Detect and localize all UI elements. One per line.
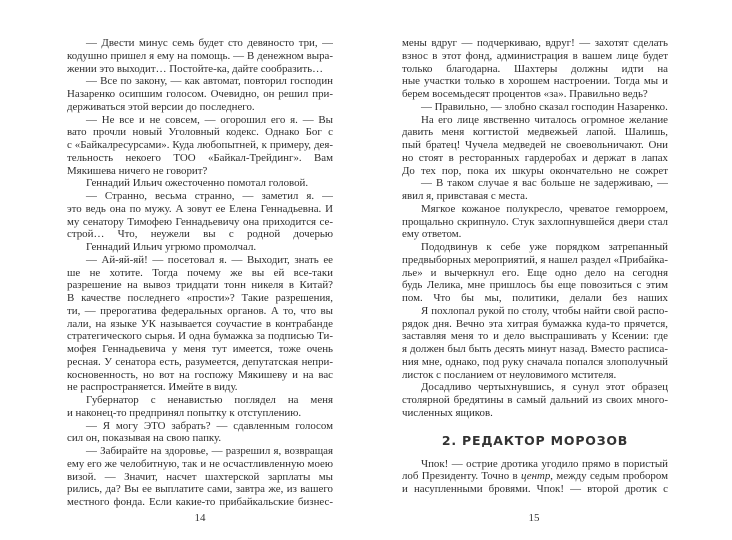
text-line: будь Лелика, мне пришлось бы еще повозиться с этим: [402, 279, 668, 292]
text-line: листок с посланием от неуловимого мстителя.: [402, 368, 617, 381]
text-line: — Ай-яй-яй! — посетовал я. — Выходит, знать ее: [86, 253, 333, 266]
text-line: прощально скрипнуло. Стук захлопнувшейся двери стал: [402, 215, 668, 228]
text-line: визой. — Значит, насчет шахтерской зарплаты мы: [67, 470, 333, 483]
text-line: только благодарна. Шахтеры должны идти на: [402, 62, 668, 75]
text-line: мены вдруг — подчеркиваю, вдруг! — захотят сделать: [402, 37, 668, 49]
text-line: косновенность, но вот на госпожу Мякишеву и на вас: [67, 368, 333, 381]
text-segment: лоб Президенту. Точно в: [402, 470, 522, 483]
text-line: пый братец! Чучела медведей не своевольничают. Они: [402, 139, 668, 151]
text-line: численных ящиков.: [402, 406, 493, 419]
text-line: ные участки только в хорошем настроении. Тогда мы и: [402, 75, 668, 88]
paragraph: [67, 75, 333, 113]
text-line: заставляя меня то и дело выспрашивать у Ксении: где: [402, 330, 668, 343]
text-line: [402, 470, 668, 483]
paragraph: [67, 37, 333, 75]
text-line: — Не все и не совсем, — огорошил его я. — Вы: [86, 113, 333, 126]
paragraph: [402, 305, 668, 382]
paragraph: [67, 254, 333, 394]
right-page-text: [402, 37, 668, 496]
left-page-text: [67, 37, 333, 509]
text-line: ше не хотите. Тогда почему же вы ей все-таки: [67, 266, 333, 279]
text-line: Чпок! — острие дротика угодило прямо в пористый: [421, 457, 668, 470]
paragraph: [402, 114, 668, 178]
text-line: явил я, привставая с места.: [402, 190, 528, 202]
text-line: мофея Геннадьевича у меня тут имеется, тоже очень: [67, 343, 333, 355]
text-line: сил он, показывая на свою папку.: [67, 432, 222, 445]
text-segment: , между седым пробором: [550, 470, 668, 483]
paragraph: [67, 241, 333, 254]
paragraph: [402, 458, 668, 496]
text-line: я должен был быть десять минут назад. Вместо расписа-: [402, 343, 668, 355]
text-line: рядок дня. Вечно эта хитрая бумажка куда-то прячется,: [402, 317, 668, 330]
text-line: му сенатору Тимофею Геннадьевичу она приходится се-: [67, 215, 333, 228]
text-line: — Двести минус семь будет сто девяносто три, —: [86, 37, 333, 49]
text-line: тельность некоего ТОО «Байкал-Трейдинг». Вам: [67, 151, 333, 164]
italic-text: центр: [521, 470, 551, 483]
text-line: вато прочли новый Уголовный кодекс. Однако Бог с: [67, 126, 333, 139]
paragraph: [402, 101, 668, 114]
text-line: — Правильно, — злобно сказал господин Назаренко.: [421, 100, 668, 113]
text-line: берем восемьдесят процентов «за». Правильно ведь?: [402, 88, 648, 100]
text-line: взнос в этот фонд, администрация в вашем лице будет: [402, 49, 668, 62]
paragraph: [67, 177, 333, 190]
text-line: разрешение на вывоз тридцати тонн никеля в Китай?: [67, 279, 333, 292]
paragraph: [67, 394, 333, 420]
text-line: Губернатор с ненавистью поглядел на меня: [86, 394, 333, 406]
paragraph: [67, 420, 333, 446]
paragraph: [402, 381, 668, 419]
text-line: и наконец-то предпринял попытку к отступлению.: [67, 406, 302, 419]
text-line: Мякишева ничего не говорит?: [67, 164, 208, 177]
paragraph: [402, 177, 668, 203]
paragraph: [402, 203, 668, 241]
text-line: — Странно, весьма странно, — заметил я. —: [86, 190, 333, 202]
text-line: На его лице явственно читалось огромное желание: [421, 113, 668, 126]
page-number: 15: [528, 512, 540, 524]
text-line: не распространяется. Имейте в виду.: [67, 381, 238, 394]
text-line: Я похлопал рукой по столу, чтобы найти свой распо-: [421, 304, 668, 317]
text-line: столярной бредятины в самый дальний из своих много-: [402, 394, 668, 406]
text-line: местного фонда. Если какие-то прибайкальские бизнес-: [67, 496, 333, 508]
text-line: Пододвинув к себе уже порядком затрепанный: [421, 241, 668, 253]
right-page: [366, 0, 732, 540]
text-line: ти, — прерогатива федеральных органов. А то, что вы: [67, 304, 333, 317]
text-line: предвыборных мероприятий, я нашел раздел «Прибайка-: [402, 253, 668, 266]
text-line: Геннадий Ильич ожесточенно помотал головой.: [86, 177, 309, 190]
chapter-heading: 2. РЕДАКТОР МОРОЗОВ: [441, 432, 629, 448]
text-line: В качестве последнего «прости»? Такие разрешения,: [67, 292, 333, 304]
text-line: До тех пор, пока их шкуры окончательно не сожрет: [402, 164, 668, 177]
text-line: рились, да? Вы ее выплатите сами, завтра же, из вашего: [67, 483, 333, 496]
page-number: 14: [194, 512, 206, 524]
text-line: лье» и вычеркнул его. Еще одно дело на сегодня: [402, 266, 668, 279]
text-line: — В таком случае я вас больше не задерживаю, —: [421, 177, 668, 190]
text-line: ему ответом.: [402, 228, 462, 241]
paragraph: [67, 114, 333, 178]
text-line: ресная. У сенатора есть, разумеется, депутатская непри-: [67, 355, 333, 368]
text-line: — Я могу ЭТО забрать? — сдавленным голосом: [86, 419, 333, 432]
text-line: давить меня когтистой медвежьей лапой. Шалишь,: [402, 126, 668, 139]
paragraph: [402, 241, 668, 305]
paragraph: [67, 190, 333, 241]
text-line: — Все по закону, — как автомат, повторил господин: [86, 75, 333, 88]
text-line: это ведь она по мужу. А зовут ее Елена Геннадьевна. И: [67, 202, 333, 215]
text-line: и насупленными бровями. Чпок! — второй дротик с: [402, 483, 668, 495]
text-line: Досадливо чертыхнувшись, я сунул этот образец: [421, 381, 668, 394]
text-line: держиваться этой версии до последнего.: [67, 100, 255, 113]
text-line: — Забирайте на здоровье, — разрешил я, возвращая: [86, 445, 333, 457]
text-line: строй… Что, неужели вы с родной дочерью: [67, 228, 333, 241]
text-line: стратегического сырья. И одна бумажка за подписью Ти-: [67, 330, 333, 343]
text-line: пом. Что бы мы, политики, делали без наших: [402, 292, 668, 304]
text-line: кодушно пришел я ему на помощь. — В денежном выра-: [67, 49, 333, 62]
paragraph: [67, 445, 333, 509]
text-line: с «Байкалресурсами». Куда любопытней, к примеру, дея-: [67, 139, 333, 151]
text-line: жении это выходит… Постойте-ка, дайте сообразить…: [67, 62, 323, 75]
text-line: лали, на языке УК называется соучастие в контрабанде: [67, 317, 333, 330]
paragraph: [402, 37, 668, 101]
text-line: Назаренко осипшим голосом. Очевидно, он решил при-: [67, 88, 333, 100]
text-line: Мягкое кожаное полукресло, чреватое геморроем,: [421, 202, 668, 215]
text-line: но стоят в ресторанных гардеробах и держат в лапах: [402, 151, 668, 164]
text-line: ему его же челобитную, так и не осчастливленную моею: [67, 457, 333, 470]
text-line: Геннадий Ильич угрюмо промолчал.: [86, 241, 257, 253]
text-line: ния мне, однако, под руку сначала попался злополучный: [402, 355, 668, 368]
